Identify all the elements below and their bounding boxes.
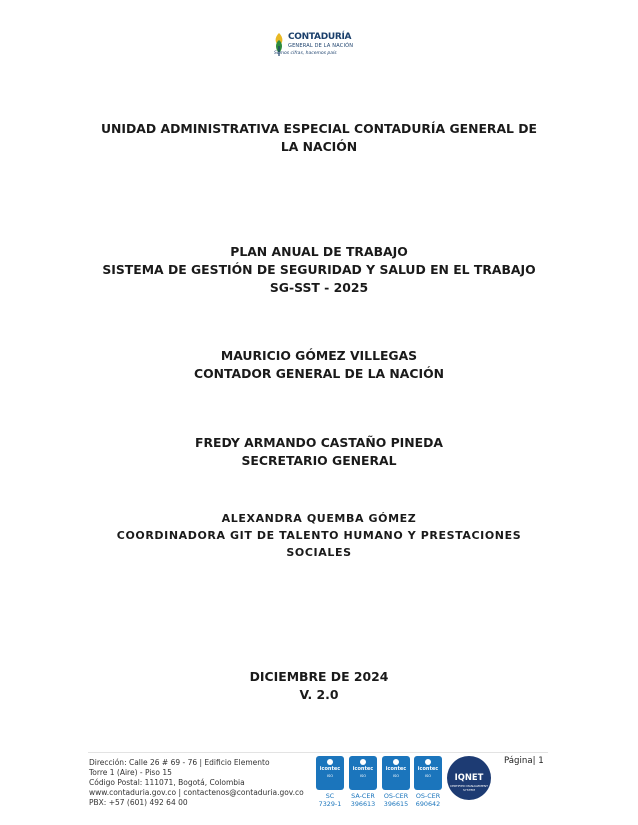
cert-code: SA-CER bbox=[351, 792, 375, 800]
address-line: www.contaduria.gov.co | contactenos@contaduria.gov.co bbox=[89, 788, 304, 797]
cert-number: 396613 bbox=[350, 799, 376, 808]
icontec-logo-icon: icontec ISO bbox=[316, 756, 344, 790]
signatory-name: FREDY ARMANDO CASTAÑO PINEDA bbox=[195, 435, 443, 450]
footer-divider bbox=[88, 752, 548, 753]
cert-number: 396615 bbox=[383, 799, 409, 808]
icontec-cert-badge bbox=[382, 756, 410, 814]
address-line: PBX: +57 (601) 492 64 00 bbox=[89, 798, 188, 807]
cert-number: 690642 bbox=[415, 799, 441, 808]
signatory-role: SECRETARIO GENERAL bbox=[241, 453, 397, 468]
icontec-cert-badge bbox=[316, 756, 344, 814]
plan-title-line: PLAN ANUAL DE TRABAJO bbox=[230, 244, 408, 259]
contaduria-logo bbox=[272, 30, 362, 60]
cert-code: SC bbox=[325, 792, 335, 800]
address-line: Torre 1 (Aire) - Piso 15 bbox=[89, 768, 172, 777]
cert-number: 7329-1 bbox=[318, 799, 342, 808]
entity-title bbox=[0, 120, 638, 156]
document-date bbox=[0, 668, 638, 704]
entity-title-line: UNIDAD ADMINISTRATIVA ESPECIAL CONTADURÍA GENERAL DE bbox=[100, 121, 538, 136]
signatory-role: COORDINADORA GIT DE TALENTO HUMANO Y PRESTACIONES bbox=[116, 529, 522, 542]
icontec-logo-icon: icontec ISO bbox=[414, 756, 442, 790]
iqnet-sub: CERTIFIED MANAGEMENT SYSTEM bbox=[449, 784, 488, 792]
footer-address bbox=[89, 758, 304, 808]
address-line: Dirección: Calle 26 # 69 - 76 | Edificio Elemento bbox=[89, 758, 270, 767]
signatory-3 bbox=[0, 510, 638, 561]
signatory-1 bbox=[0, 347, 638, 383]
signatory-name: ALEXANDRA QUEMBA GÓMEZ bbox=[221, 512, 417, 525]
icontec-logo-icon: icontec ISO bbox=[349, 756, 377, 790]
entity-title-line: LA NACIÓN bbox=[280, 139, 358, 154]
cert-code: OS-CER bbox=[415, 792, 441, 800]
cert-code: OS-CER bbox=[383, 792, 409, 800]
plan-title-line: SG-SST - 2025 bbox=[269, 280, 369, 295]
signatory-role: CONTADOR GENERAL DE LA NACIÓN bbox=[194, 366, 444, 381]
logo-subtitle: GENERAL DE LA NACIÓN bbox=[288, 43, 354, 49]
signatory-name: MAURICIO GÓMEZ VILLEGAS bbox=[220, 348, 418, 363]
icontec-cert-badge bbox=[414, 756, 442, 814]
icontec-cert-badge bbox=[349, 756, 377, 814]
page-number: Página| 1 bbox=[504, 756, 544, 766]
iqnet-label: IQNET bbox=[454, 772, 484, 782]
address-line: Código Postal: 111071, Bogotá, Colombia bbox=[89, 778, 245, 787]
iqnet-logo-icon bbox=[447, 756, 491, 800]
plan-title bbox=[0, 243, 638, 297]
icontec-logo-icon: icontec ISO bbox=[382, 756, 410, 790]
logo-name: CONTADURÍA bbox=[288, 32, 352, 42]
signatory-role: SOCIALES bbox=[286, 546, 352, 559]
signatory-2 bbox=[0, 434, 638, 470]
plan-title-line: SISTEMA DE GESTIÓN DE SEGURIDAD Y SALUD EN EL TRABAJO bbox=[102, 262, 536, 277]
version-text: V. 2.0 bbox=[299, 687, 339, 702]
date-text: DICIEMBRE DE 2024 bbox=[249, 669, 389, 684]
logo-slogan: Somos cifras, hacemos país bbox=[274, 51, 337, 56]
